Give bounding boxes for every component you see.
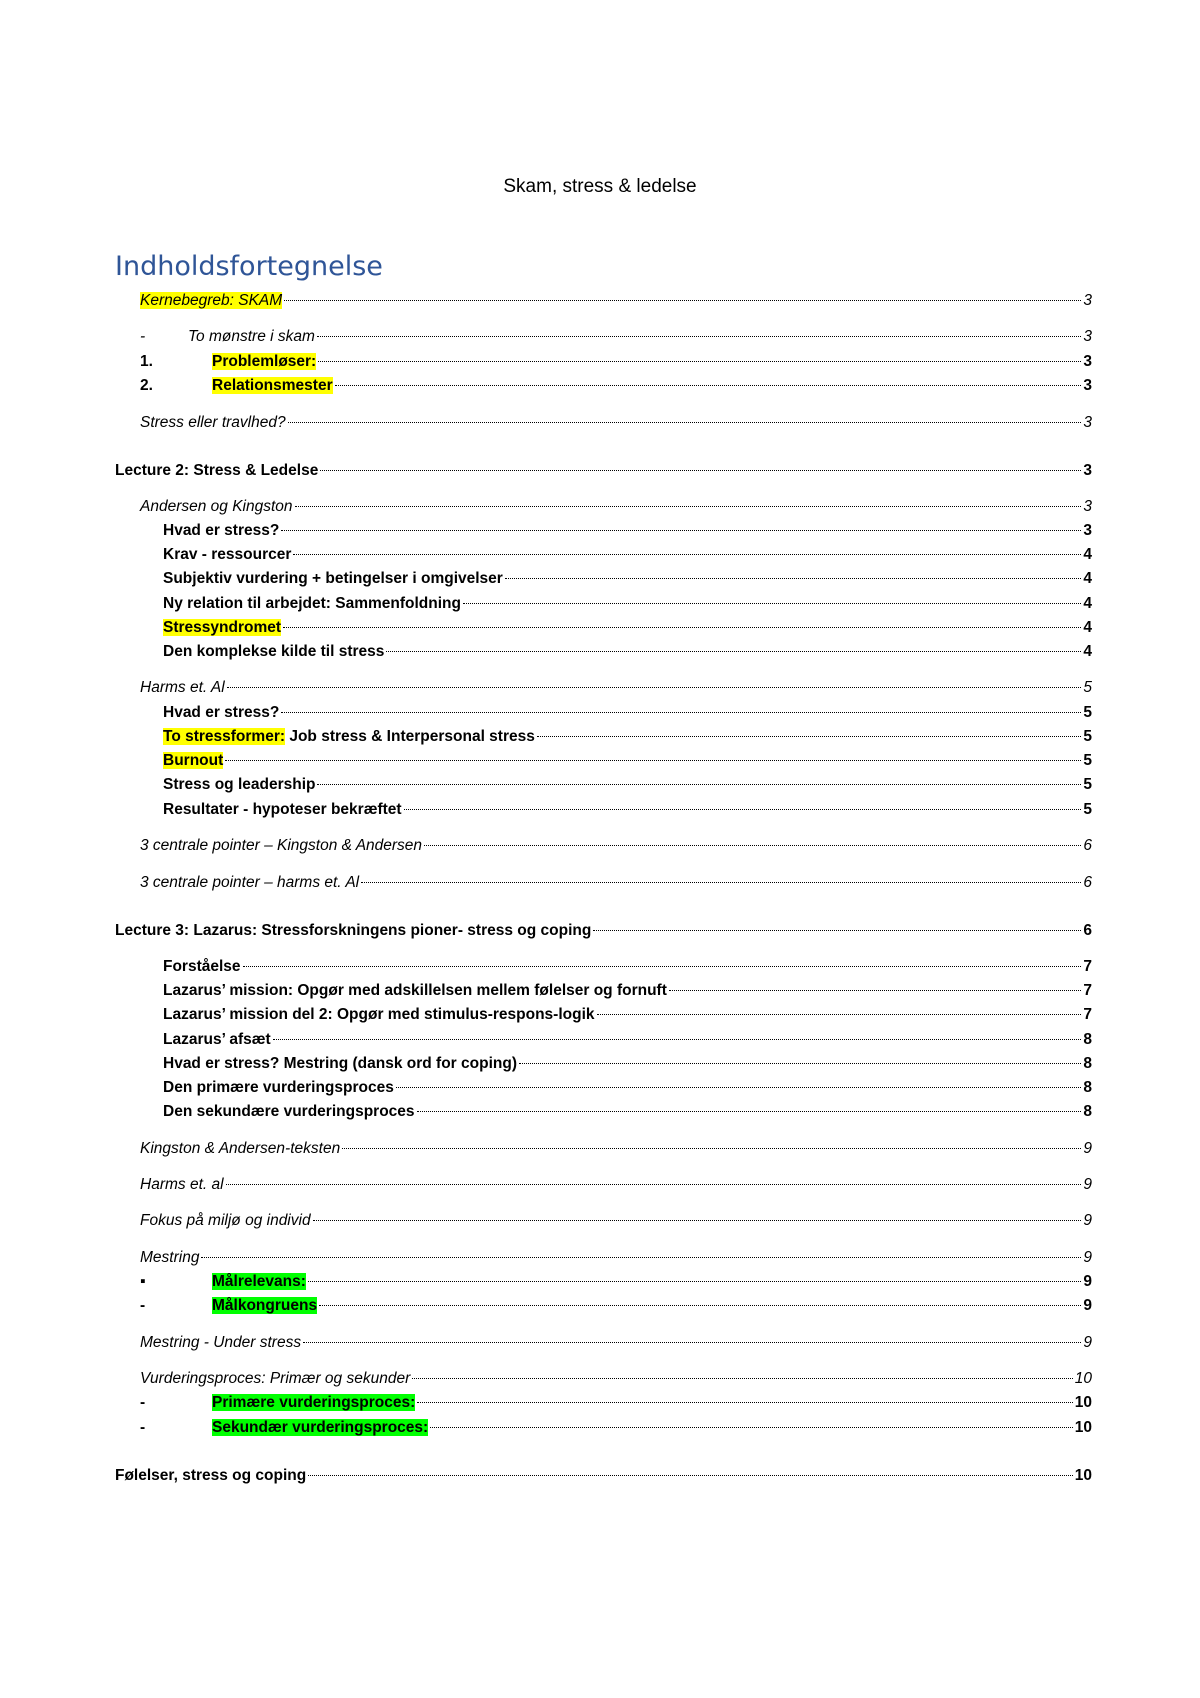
toc-dot-leader bbox=[281, 530, 1081, 531]
toc-page-number: 8 bbox=[1083, 1103, 1092, 1120]
toc-page-number: 10 bbox=[1074, 1394, 1092, 1411]
toc-entry-text bbox=[115, 921, 591, 941]
toc-page-number: 9 bbox=[1083, 1176, 1092, 1193]
toc-entry-text bbox=[140, 413, 286, 433]
toc-page-number: 4 bbox=[1083, 546, 1092, 563]
toc-page-number: 4 bbox=[1083, 643, 1092, 660]
toc-entry-text bbox=[140, 1211, 311, 1231]
toc-page-number: 3 bbox=[1083, 498, 1092, 515]
toc-page-number: 3 bbox=[1083, 414, 1092, 431]
toc-entry[interactable] bbox=[163, 727, 1092, 747]
toc-entry[interactable] bbox=[163, 618, 1092, 638]
toc-entry-text bbox=[163, 545, 291, 565]
toc-entry[interactable] bbox=[163, 703, 1092, 723]
toc-page-number: 5 bbox=[1083, 704, 1092, 721]
toc-list-marker: - bbox=[140, 1297, 146, 1314]
toc-page-number: 5 bbox=[1083, 801, 1092, 818]
toc-page-number: 9 bbox=[1083, 1212, 1092, 1229]
toc-dot-leader bbox=[597, 1014, 1082, 1015]
toc-entry-text bbox=[163, 1054, 517, 1074]
toc-entry[interactable] bbox=[163, 594, 1092, 614]
toc-entry-text bbox=[163, 800, 402, 820]
toc-entry-label: Hvad er stress? bbox=[163, 522, 280, 539]
toc-page-number: 4 bbox=[1083, 619, 1092, 636]
toc-entry-text bbox=[115, 461, 318, 481]
toc-dot-leader bbox=[519, 1063, 1081, 1064]
toc-entry-text bbox=[140, 352, 316, 372]
toc-entry[interactable] bbox=[140, 678, 1092, 698]
toc-entry[interactable] bbox=[140, 1296, 1092, 1316]
toc-dot-leader bbox=[283, 627, 1081, 628]
toc-entry-text bbox=[140, 1393, 415, 1413]
toc-entry-text bbox=[140, 1418, 428, 1438]
toc-page-number: 3 bbox=[1083, 462, 1092, 479]
toc-entry-label: 3 centrale pointer – Kingston & Andersen bbox=[140, 837, 423, 854]
toc-entry-text bbox=[163, 981, 667, 1001]
toc-dot-leader bbox=[243, 966, 1082, 967]
toc-page-number: 9 bbox=[1083, 1297, 1092, 1314]
toc-entry-label: Stress eller travlhed? bbox=[140, 414, 286, 431]
toc-entry-label: Primære vurderingsproces: bbox=[212, 1394, 416, 1411]
toc-page-number: 3 bbox=[1083, 353, 1092, 370]
toc-page-number: 6 bbox=[1083, 922, 1092, 939]
toc-dot-leader bbox=[317, 784, 1081, 785]
toc-entry-text bbox=[163, 1005, 595, 1025]
toc-dot-leader bbox=[288, 422, 1082, 423]
toc-entry[interactable] bbox=[115, 1466, 1092, 1486]
toc-entry-label: Hvad er stress? Mestring (dansk ord for coping) bbox=[163, 1055, 517, 1072]
toc-entry-text bbox=[140, 873, 359, 893]
toc-entry[interactable] bbox=[140, 1272, 1092, 1292]
toc-entry-text bbox=[163, 775, 315, 795]
document-title: Skam, stress & ledelse bbox=[503, 176, 697, 197]
toc-entry-label: Lecture 3: Lazarus: Stressforskningens pioner- stress og coping bbox=[115, 922, 592, 939]
toc-dot-leader bbox=[293, 554, 1081, 555]
toc-dot-leader bbox=[225, 760, 1081, 761]
toc-page-number: 4 bbox=[1083, 595, 1092, 612]
toc-dot-leader bbox=[320, 470, 1081, 471]
toc-entry-text bbox=[140, 1139, 340, 1159]
toc-dot-leader bbox=[319, 1305, 1081, 1306]
toc-page-number: 3 bbox=[1083, 292, 1092, 309]
toc-page-number: 5 bbox=[1083, 728, 1092, 745]
toc-page-number: 4 bbox=[1083, 570, 1092, 587]
toc-entry-label: Subjektiv vurdering + betingelser i omgivelser bbox=[163, 570, 503, 587]
toc-page-number: 5 bbox=[1083, 679, 1092, 696]
toc-entry-text bbox=[140, 1248, 199, 1268]
toc-entry-label: To stressformer: bbox=[163, 728, 286, 745]
toc-entry-label: Ny relation til arbejdet: Sammenfoldning bbox=[163, 595, 461, 612]
toc-entry-label: Sekundær vurderingsproces: bbox=[212, 1419, 429, 1436]
toc-entry-label: 3 centrale pointer – harms et. Al bbox=[140, 874, 360, 891]
toc-entry[interactable] bbox=[163, 775, 1092, 795]
toc-list-marker: - bbox=[140, 1419, 146, 1436]
toc-dot-leader bbox=[226, 1184, 1082, 1185]
toc-entry-label: Fokus på miljø og individ bbox=[140, 1212, 311, 1229]
toc-dot-leader bbox=[201, 1257, 1081, 1258]
toc-dot-leader bbox=[669, 990, 1082, 991]
toc-entry[interactable] bbox=[140, 1393, 1092, 1413]
toc-entry[interactable] bbox=[140, 1248, 1092, 1268]
toc-page-number: 6 bbox=[1083, 837, 1092, 854]
toc-entry[interactable] bbox=[140, 376, 1092, 396]
toc-entry[interactable] bbox=[140, 1211, 1092, 1231]
toc-entry-label: Lecture 2: Stress & Ledelse bbox=[115, 462, 319, 479]
toc-page-number: 8 bbox=[1083, 1055, 1092, 1072]
toc-entry[interactable] bbox=[140, 1369, 1092, 1389]
toc-entry[interactable] bbox=[140, 413, 1092, 433]
toc-entry-label: Følelser, stress og coping bbox=[115, 1467, 307, 1484]
toc-entry[interactable] bbox=[140, 497, 1092, 517]
toc-entry-text bbox=[163, 1030, 271, 1050]
toc-entry[interactable] bbox=[140, 327, 1092, 347]
toc-entry-text bbox=[163, 618, 281, 638]
toc-page-number: 3 bbox=[1083, 522, 1092, 539]
toc-entry-text bbox=[163, 751, 223, 771]
toc-entry-label: Den primære vurderingsproces bbox=[163, 1079, 394, 1096]
toc-entry[interactable] bbox=[163, 545, 1092, 565]
toc-entry-label: Kernebegreb: SKAM bbox=[140, 292, 283, 309]
toc-dot-leader bbox=[295, 506, 1082, 507]
toc-list-marker: 2. bbox=[140, 377, 153, 394]
toc-page-number: 5 bbox=[1083, 752, 1092, 769]
toc-entry[interactable] bbox=[163, 1054, 1092, 1074]
toc-dot-leader bbox=[284, 300, 1081, 301]
toc-dot-leader bbox=[412, 1378, 1073, 1379]
toc-dot-leader bbox=[463, 603, 1081, 604]
toc-entry-label: To mønstre i skam bbox=[188, 328, 315, 345]
toc-entry-text bbox=[140, 678, 225, 698]
toc-entry[interactable] bbox=[140, 352, 1092, 372]
toc-entry[interactable] bbox=[115, 461, 1092, 481]
toc-entry[interactable] bbox=[163, 569, 1092, 589]
toc-dot-leader bbox=[396, 1087, 1082, 1088]
toc-dot-leader bbox=[281, 712, 1081, 713]
toc-dot-leader bbox=[273, 1039, 1082, 1040]
toc-entry[interactable] bbox=[163, 521, 1092, 541]
toc-dot-leader bbox=[342, 1148, 1081, 1149]
toc-entry[interactable] bbox=[140, 873, 1092, 893]
toc-dot-leader bbox=[308, 1281, 1081, 1282]
toc-dot-leader bbox=[227, 687, 1082, 688]
toc-dot-leader bbox=[318, 361, 1081, 362]
toc-list-marker: ▪ bbox=[140, 1273, 146, 1290]
toc-entry-text bbox=[140, 1175, 224, 1195]
toc-dot-leader bbox=[303, 1342, 1081, 1343]
toc-entry-label: Målkongruens bbox=[212, 1297, 318, 1314]
toc-entry-label: Kingston & Andersen-teksten bbox=[140, 1140, 341, 1157]
toc-entry-text bbox=[163, 594, 461, 614]
toc-entry-text bbox=[140, 1272, 306, 1292]
toc-entry[interactable] bbox=[163, 1078, 1092, 1098]
toc-entry-label: Lazarus’ mission del 2: Opgør med stimulus-respons-logik bbox=[163, 1006, 595, 1023]
toc-entry-text bbox=[140, 291, 282, 311]
toc-entry-label: Mestring bbox=[140, 1249, 200, 1266]
toc-page-number: 3 bbox=[1083, 377, 1092, 394]
toc-entry-text bbox=[163, 521, 279, 541]
toc-page-number: 8 bbox=[1083, 1031, 1092, 1048]
toc-entry-label: Krav - ressourcer bbox=[163, 546, 292, 563]
toc-entry-label: Forståelse bbox=[163, 958, 241, 975]
toc-page-number: 3 bbox=[1083, 328, 1092, 345]
toc-dot-leader bbox=[593, 930, 1081, 931]
toc-entry-text bbox=[163, 703, 279, 723]
toc-dot-leader bbox=[430, 1427, 1073, 1428]
toc-entry[interactable] bbox=[163, 1030, 1092, 1050]
toc-entry-text bbox=[163, 957, 241, 977]
toc-entry[interactable] bbox=[140, 1175, 1092, 1195]
toc-page-number: 9 bbox=[1083, 1273, 1092, 1290]
toc-page-number: 7 bbox=[1083, 982, 1092, 999]
toc-entry-text bbox=[140, 1369, 410, 1389]
toc-entry-text bbox=[163, 727, 535, 747]
toc-heading: Indholdsfortegnelse bbox=[115, 251, 383, 282]
toc-dot-leader bbox=[308, 1475, 1073, 1476]
toc-entry-text bbox=[163, 1078, 394, 1098]
toc-page-number: 7 bbox=[1083, 958, 1092, 975]
toc-entry-label: Den komplekse kilde til stress bbox=[163, 643, 385, 660]
toc-list-marker: - bbox=[140, 1394, 146, 1411]
toc-entry-text bbox=[140, 497, 293, 517]
toc-entry-text bbox=[163, 1102, 415, 1122]
toc-dot-leader bbox=[505, 578, 1082, 579]
toc-page-number: 7 bbox=[1083, 1006, 1092, 1023]
toc-entry-label: Andersen og Kingston bbox=[140, 498, 293, 515]
toc-entry[interactable] bbox=[163, 642, 1092, 662]
toc-dot-leader bbox=[361, 882, 1081, 883]
toc-entry-label: Burnout bbox=[163, 752, 224, 769]
toc-entry-text bbox=[163, 569, 503, 589]
toc-entry-label: Resultater - hypoteser bekræftet bbox=[163, 801, 402, 818]
toc-entry-label: Hvad er stress? bbox=[163, 704, 280, 721]
toc-entry[interactable] bbox=[163, 957, 1092, 977]
toc-entry[interactable] bbox=[163, 751, 1092, 771]
toc-dot-leader bbox=[335, 385, 1082, 386]
toc-entry[interactable] bbox=[140, 291, 1092, 311]
toc-entry-label: Lazarus’ mission: Opgør med adskillelsen mellem følelser og fornuft bbox=[163, 982, 667, 999]
toc-entry-text bbox=[140, 327, 315, 347]
toc-page-number: 10 bbox=[1074, 1419, 1092, 1436]
toc-list-marker: 1. bbox=[140, 353, 153, 370]
toc-entry-text bbox=[115, 1466, 306, 1486]
toc-entry[interactable] bbox=[140, 836, 1092, 856]
toc-entry[interactable] bbox=[163, 1005, 1092, 1025]
toc-entry-label: Harms et. Al bbox=[140, 679, 225, 696]
toc-page-number: 8 bbox=[1083, 1079, 1092, 1096]
toc-list-marker: - bbox=[140, 328, 146, 345]
toc-page-number: 9 bbox=[1083, 1334, 1092, 1351]
toc-entry-label: Målrelevans: bbox=[212, 1273, 306, 1290]
toc-entry[interactable] bbox=[163, 981, 1092, 1001]
toc-page-number: 5 bbox=[1083, 776, 1092, 793]
toc-dot-leader bbox=[424, 845, 1081, 846]
toc-dot-leader bbox=[313, 1220, 1082, 1221]
toc-dot-leader bbox=[404, 809, 1082, 810]
toc-dot-leader bbox=[386, 651, 1081, 652]
toc-entry-label: Problemløser: bbox=[212, 353, 317, 370]
toc-dot-leader bbox=[317, 336, 1081, 337]
toc-entry-label: Mestring - Under stress bbox=[140, 1334, 302, 1351]
toc-entry[interactable] bbox=[140, 1333, 1092, 1353]
toc-entry-text bbox=[140, 1296, 317, 1316]
toc-entry[interactable] bbox=[140, 1418, 1092, 1438]
toc-dot-leader bbox=[537, 736, 1082, 737]
toc-dot-leader bbox=[417, 1402, 1072, 1403]
toc-entry-text bbox=[140, 1333, 301, 1353]
toc-entry-text bbox=[140, 836, 422, 856]
toc-page-number: 9 bbox=[1083, 1249, 1092, 1266]
toc-entry-label: Vurderingsproces: Primær og sekunder bbox=[140, 1370, 411, 1387]
toc-entry-label: Job stress & Interpersonal stress bbox=[285, 728, 535, 745]
toc-entry[interactable] bbox=[115, 921, 1092, 941]
toc-page-number: 10 bbox=[1074, 1370, 1092, 1387]
toc-page-number: 10 bbox=[1074, 1467, 1092, 1484]
toc-entry-text bbox=[140, 376, 333, 396]
toc-entry-label: Stressyndromet bbox=[163, 619, 282, 636]
toc-entry-label: Den sekundære vurderingsproces bbox=[163, 1103, 415, 1120]
toc-entry-text bbox=[163, 642, 384, 662]
toc-entry-label: Stress og leadership bbox=[163, 776, 316, 793]
toc-page-number: 6 bbox=[1083, 874, 1092, 891]
toc-dot-leader bbox=[417, 1111, 1082, 1112]
toc-entry[interactable] bbox=[163, 1102, 1092, 1122]
toc-page-number: 9 bbox=[1083, 1140, 1092, 1157]
toc-entry-label: Harms et. al bbox=[140, 1176, 224, 1193]
toc-entry[interactable] bbox=[140, 1139, 1092, 1159]
toc-entry[interactable] bbox=[163, 800, 1092, 820]
toc-entry-label: Relationsmester bbox=[212, 377, 333, 394]
toc-entry-label: Lazarus’ afsæt bbox=[163, 1031, 271, 1048]
